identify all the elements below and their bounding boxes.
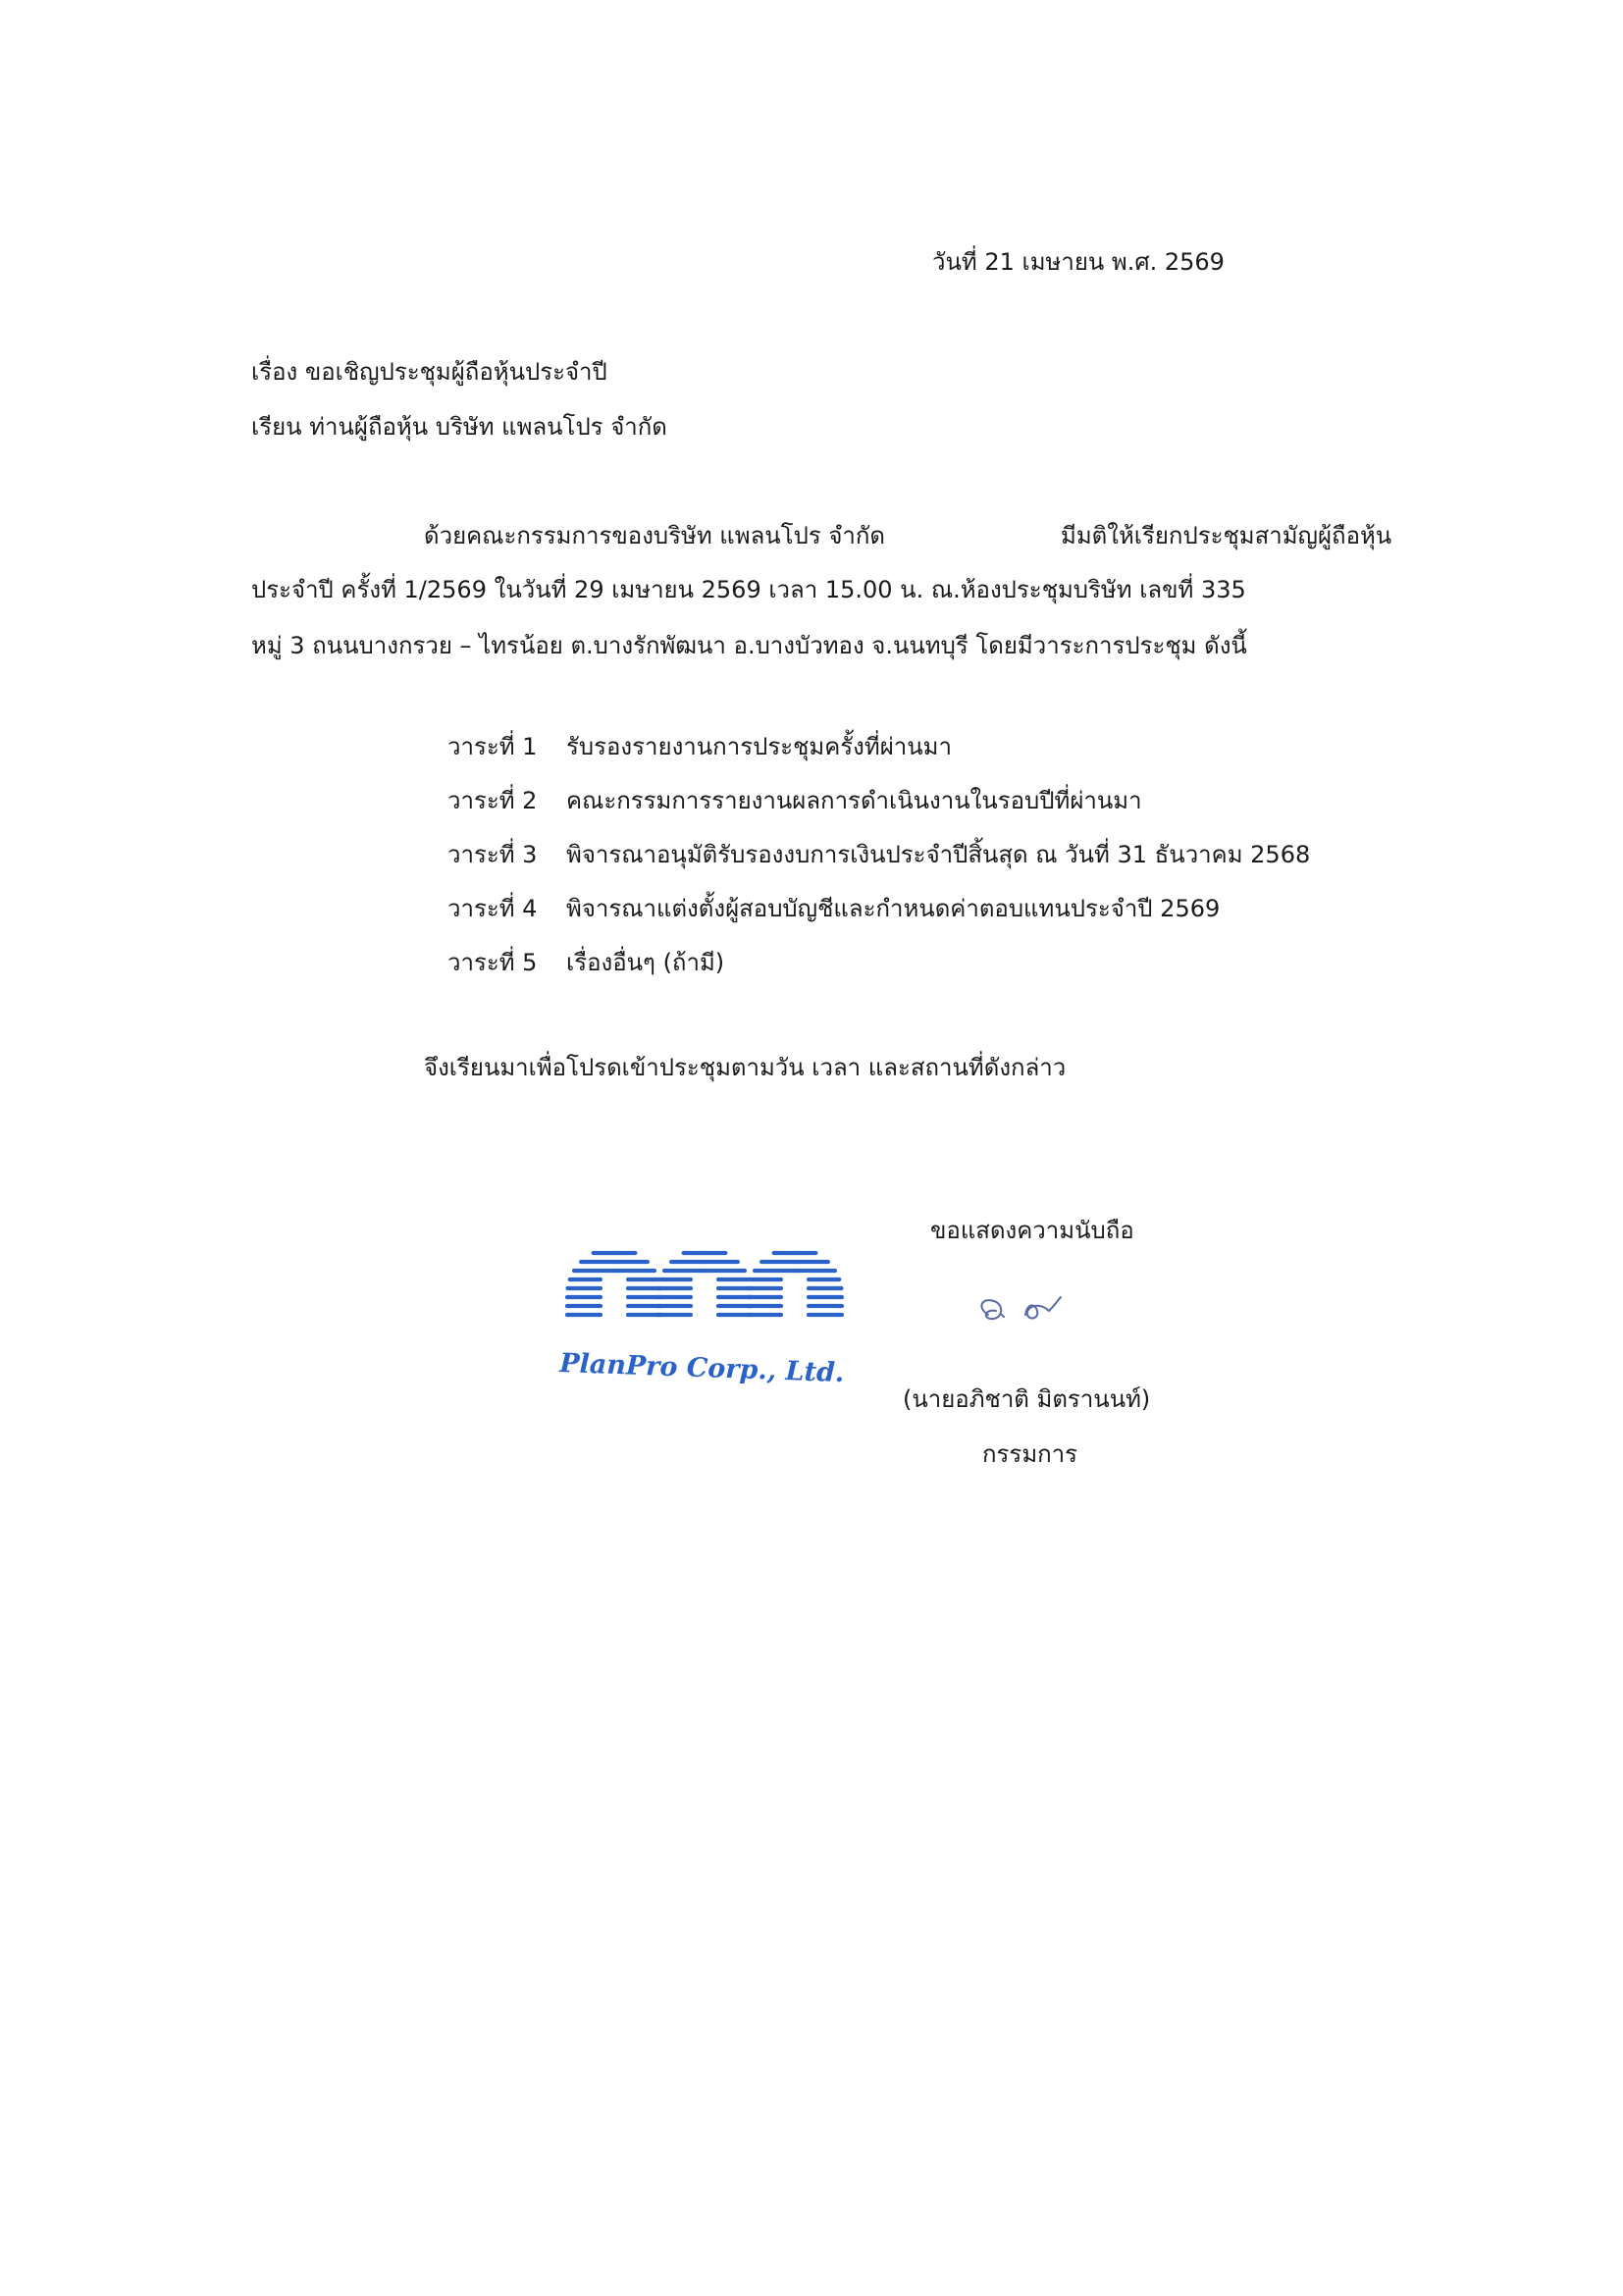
signer-position: กรรมการ: [982, 1440, 1078, 1468]
agenda-label: วาระที่ 3: [447, 841, 538, 868]
regards-text: ขอแสดงความนับถือ: [930, 1217, 1134, 1244]
agenda-label: วาระที่ 5: [447, 949, 538, 976]
agenda-label: วาระที่ 4: [447, 895, 538, 922]
signature: [967, 1281, 1114, 1346]
letter-recipient: เรียน ท่านผู้ถือหุ้น บริษัท แพลนโปร จำกัด: [251, 413, 667, 441]
agenda-label: วาระที่ 1: [447, 733, 538, 760]
signature-mark: [967, 1281, 1114, 1340]
agenda-label: วาระที่ 2: [447, 787, 538, 814]
letter-date: วันที่ 21 เมษายน พ.ศ. 2569: [932, 248, 1225, 276]
agenda-list: [447, 730, 1310, 1000]
agenda-item: [447, 838, 1310, 892]
planpro-logo-icon: [557, 1236, 852, 1383]
closing-line: จึงเรียนมาเพื่อโปรดเข้าประชุมตามวัน เวลา และสถานที่ดังกล่าว: [424, 1054, 1067, 1081]
body-line-1a: ด้วยคณะกรรมการของบริษัท แพลนโปร จำกัด: [424, 522, 886, 549]
signer-name: (นายอภิชาติ มิตรานนท์): [903, 1385, 1151, 1413]
agenda-text: รับรองรายงานการประชุมครั้งที่ผ่านมา: [566, 733, 952, 760]
letter-subject: เรื่อง ขอเชิญประชุมผู้ถือหุ้นประจำปี: [251, 358, 607, 386]
body-line-2: ประจำปี ครั้งที่ 1/2569 ในวันที่ 29 เมษายน 2569 เวลา 15.00 น. ณ.ห้องประชุมบริษัท เลขที่ 335: [251, 576, 1246, 603]
body-line-1b: มีมติให้เรียกประชุมสามัญผู้ถือหุ้น: [1061, 522, 1392, 549]
agenda-text: คณะกรรมการรายงานผลการดำเนินงานในรอบปีที่ผ่านมา: [566, 787, 1142, 814]
company-logo: [557, 1236, 852, 1389]
agenda-text: เรื่องอื่นๆ (ถ้ามี): [566, 949, 725, 976]
agenda-text: พิจารณาอนุมัติรับรองงบการเงินประจำปีสิ้นสุด ณ วันที่ 31 ธันวาคม 2568: [566, 841, 1311, 868]
agenda-text: พิจารณาแต่งตั้งผู้สอบบัญชีและกำหนดค่าตอบแทนประจำปี 2569: [566, 895, 1221, 922]
agenda-item: [447, 946, 1310, 1000]
agenda-item: [447, 784, 1310, 838]
logo-text: PlanPro Corp., Ltd.: [558, 1348, 845, 1383]
body-line-3: หมู่ 3 ถนนบางกรวย – ไทรน้อย ต.บางรักพัฒนา อ.บางบัวทอง จ.นนทบุรี โดยมีวาระการประชุม ดังนี้: [251, 632, 1247, 659]
agenda-item: [447, 892, 1310, 946]
agenda-item: [447, 730, 1310, 784]
